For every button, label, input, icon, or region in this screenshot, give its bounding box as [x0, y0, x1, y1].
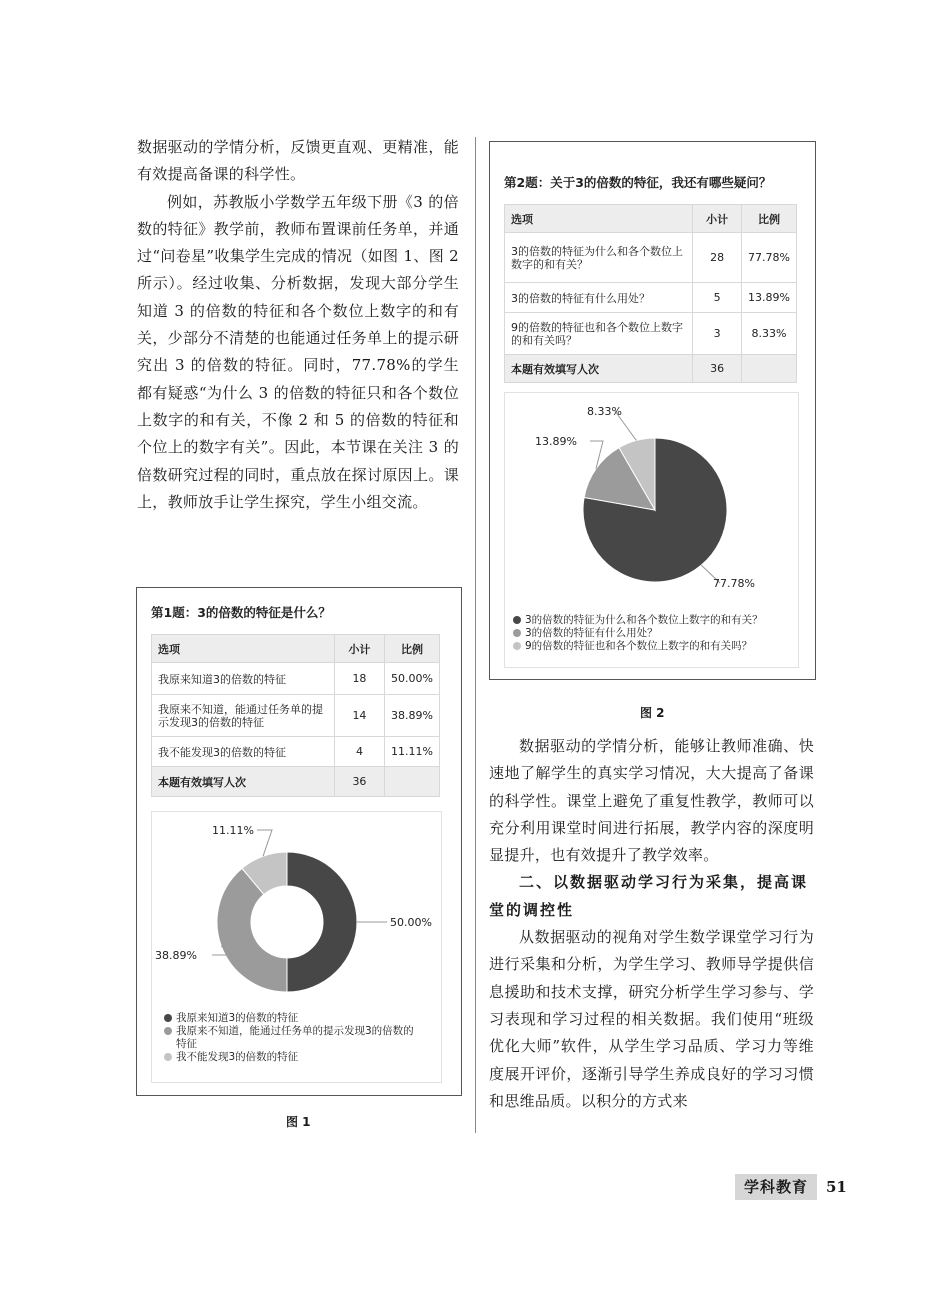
- table-cell: 36: [334, 767, 384, 797]
- table-row: [505, 313, 797, 355]
- legend-item: [164, 1012, 429, 1025]
- figure-2-title: 第2题：关于3的倍数的特征，我还有哪些疑问？: [504, 175, 772, 190]
- table-cell: 36: [693, 355, 742, 383]
- page-number: 51: [826, 1178, 847, 1196]
- legend-swatch: [513, 642, 521, 650]
- data-label: 38.89%: [155, 949, 197, 962]
- table-cell: 9的倍数的特征也和各个数位上数字的和有关吗？: [505, 313, 693, 355]
- table-cell: 我原来知道3的倍数的特征: [152, 663, 335, 695]
- table-cell: 4: [334, 737, 384, 767]
- legend-item: [513, 614, 793, 627]
- table-cell: 3的倍数的特征有什么用处？: [505, 283, 693, 313]
- legend-swatch: [164, 1053, 172, 1061]
- table-row-total: [152, 767, 440, 797]
- table-cell-empty: [385, 767, 440, 797]
- table-cell: 本题有效填写人次: [505, 355, 693, 383]
- paragraph: 数据驱动的学情分析，反馈更直观、更精准，能有效提高备课的科学性。: [137, 138, 459, 184]
- figure-2-chart-panel: [504, 392, 799, 668]
- legend-label: 我不能发现3的倍数的特征: [176, 1051, 299, 1063]
- data-label: 11.11%: [212, 824, 254, 837]
- table-row: [505, 283, 797, 313]
- table-header: 比例: [385, 635, 440, 663]
- table-cell-empty: [742, 355, 797, 383]
- table-cell: 我不能发现3的倍数的特征: [152, 737, 335, 767]
- table-cell: 13.89%: [742, 283, 797, 313]
- figure-1-title: 第1题：3的倍数的特征是什么？: [151, 605, 331, 620]
- legend-swatch: [513, 629, 521, 637]
- pie-slice: [287, 852, 357, 992]
- chart-legend: [513, 614, 793, 653]
- chart-legend: [164, 1012, 429, 1064]
- figure-1-chart-panel: [151, 811, 442, 1083]
- legend-label: 9的倍数的特征也和各个数位上数字的和有关吗？: [525, 640, 753, 652]
- table-header: 小计: [693, 205, 742, 233]
- legend-label: 我原来知道3的倍数的特征: [176, 1012, 299, 1024]
- column-divider: [475, 137, 476, 1133]
- table-cell: 3的倍数的特征为什么和各个数位上数字的和有关？: [505, 233, 693, 283]
- data-label: 13.89%: [535, 435, 577, 448]
- table-cell: 11.11%: [385, 737, 440, 767]
- table-cell: 38.89%: [385, 695, 440, 737]
- table-cell: 5: [693, 283, 742, 313]
- label-leader-line: [257, 830, 272, 856]
- table-row: [152, 695, 440, 737]
- table-cell: 18: [334, 663, 384, 695]
- table-header: 小计: [334, 635, 384, 663]
- table-row: [505, 233, 797, 283]
- legend-item: [513, 640, 793, 653]
- figure-2-table: [504, 204, 797, 383]
- right-column-text: [489, 733, 814, 1115]
- data-label: 50.00%: [390, 916, 432, 929]
- data-label: 8.33%: [587, 405, 622, 418]
- legend-item: [513, 627, 793, 640]
- table-cell: 本题有效填写人次: [152, 767, 335, 797]
- legend-item: [164, 1025, 429, 1051]
- legend-swatch: [164, 1014, 172, 1022]
- table-cell: 50.00%: [385, 663, 440, 695]
- paragraph: 数据驱动的学情分析，能够让教师准确、快速地了解学生的真实学习情况，大大提高了备课的科学性。课堂上避免了重复性教学，教师可以充分利用课堂时间进行拓展，教学内容的深度明显提升，也有效提升了教学效率。: [489, 737, 814, 865]
- journal-section-label: 学科教育: [735, 1174, 817, 1200]
- legend-label: 我原来不知道，能通过任务单的提示发现3的倍数的特征: [176, 1025, 414, 1050]
- figure-2: [489, 141, 816, 680]
- table-header: 选项: [505, 205, 693, 233]
- table-cell: 8.33%: [742, 313, 797, 355]
- table-cell: 3: [693, 313, 742, 355]
- table-header: 比例: [742, 205, 797, 233]
- table-cell: 我原来不知道，能通过任务单的提示发现3的倍数的特征: [152, 695, 335, 737]
- section-heading: 二、以数据驱动学习行为采集，提高课堂的调控性: [489, 873, 809, 919]
- table-row-total: [505, 355, 797, 383]
- table-row: [152, 663, 440, 695]
- table-row: [152, 737, 440, 767]
- donut-chart: [152, 812, 441, 1012]
- figure-1-caption: 图 1: [286, 1115, 311, 1129]
- pie-chart: [505, 393, 798, 603]
- data-label: 77.78%: [713, 577, 755, 590]
- table-cell: 14: [334, 695, 384, 737]
- figure-2-caption: 图 2: [640, 706, 665, 720]
- figure-1-table: [151, 634, 440, 797]
- table-cell: 28: [693, 233, 742, 283]
- table-header: 选项: [152, 635, 335, 663]
- left-column-text: [137, 134, 459, 516]
- legend-item: [164, 1051, 429, 1064]
- legend-swatch: [164, 1027, 172, 1035]
- paragraph: 从数据驱动的视角对学生数学课堂学习行为进行采集和分析，为学生学习、教师导学提供信息援助和技术支撑，研究分析学生学习参与、学习表现和学习过程的相关数据。我们使用“班级优化大师”软件，从学生学习品质、学习力等维度展开评价，逐渐引导学生养成良好的学习习惯和思维品质。以积分的方式来: [489, 928, 814, 1110]
- paragraph: 例如，苏教版小学数学五年级下册《3 的倍数的特征》教学前，教师布置课前任务单，并通过“问卷星”收集学生完成的情况（如图 1、图 2 所示）。经过收集、分析数据，发现大部分学生知道 3 的倍数的特征和各个数位上数字的和有关，少部分不清楚的也能通过任务单上的提示研究出 3 的倍数的特征。同时，77.78%的学生都有疑惑“为什么 3 的倍数的特征只和各个数位上数字的和有关，不像 2 和 5 的倍数的特征和个位上的数字有关”。因此，本节课在关注 3 的倍数研究过程的同时，重点放在探讨原因上。课上，教师放手让学生探究，学生小组交流。: [137, 192, 459, 511]
- legend-label: 3的倍数的特征为什么和各个数位上数字的和有关？: [525, 614, 763, 626]
- table-cell: 77.78%: [742, 233, 797, 283]
- legend-label: 3的倍数的特征有什么用处？: [525, 627, 658, 639]
- legend-swatch: [513, 616, 521, 624]
- figure-1: [136, 587, 462, 1096]
